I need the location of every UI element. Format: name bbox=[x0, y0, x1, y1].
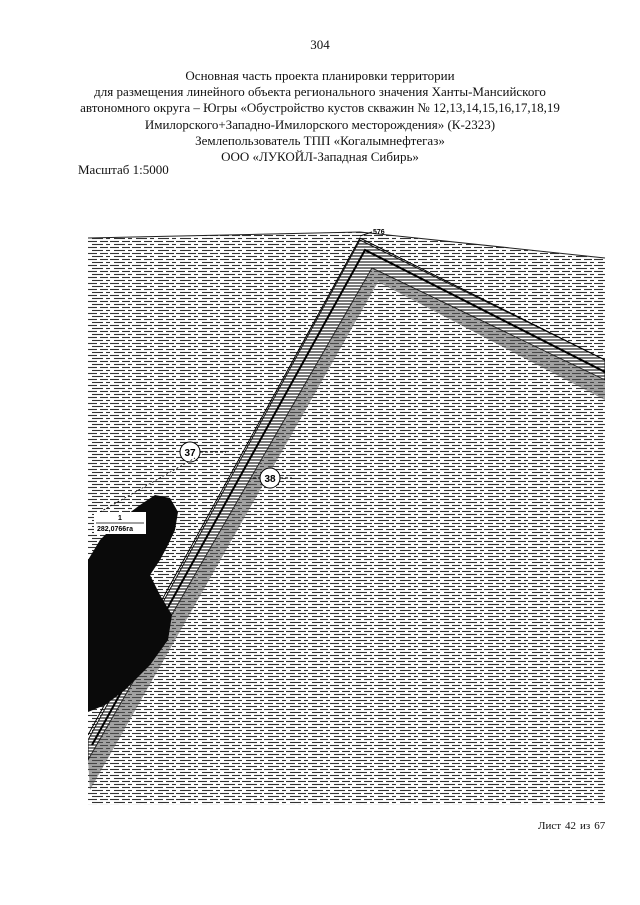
sheet-of: из bbox=[580, 820, 591, 832]
title-line: Имилорского+Западно-Имилорского месторождения» (К-2323) bbox=[144, 116, 496, 132]
title-line: Землепользователь ТПП «Когалымнефтегаз» bbox=[195, 132, 445, 148]
marker-38-label: 38 bbox=[264, 474, 276, 485]
marker-37-label: 37 bbox=[184, 448, 196, 459]
sheet-current: 42 bbox=[565, 820, 577, 832]
sheet-counter bbox=[538, 820, 609, 832]
parcel-number: 1 bbox=[118, 515, 122, 522]
scale-label: Масштаб 1:5000 bbox=[78, 162, 169, 177]
parcel-area: 282,0766га bbox=[97, 526, 134, 533]
sheet-total: 67 bbox=[594, 820, 606, 832]
title-line: автономного округа – Югры «Обустройство кустов скважин № 12,13,14,15,16,17,18,19 bbox=[80, 100, 560, 116]
sheet-label: Лист bbox=[538, 820, 562, 832]
title-line: Основная часть проекта планировки территории bbox=[185, 68, 455, 83]
point-label-576: 576 bbox=[373, 229, 385, 236]
title-line: ООО «ЛУКОЙЛ-Западная Сибирь» bbox=[221, 149, 419, 165]
page-number: 304 bbox=[310, 37, 330, 52]
title-line: для размещения линейного объекта регионального значения Ханты-Мансийского bbox=[94, 84, 546, 100]
